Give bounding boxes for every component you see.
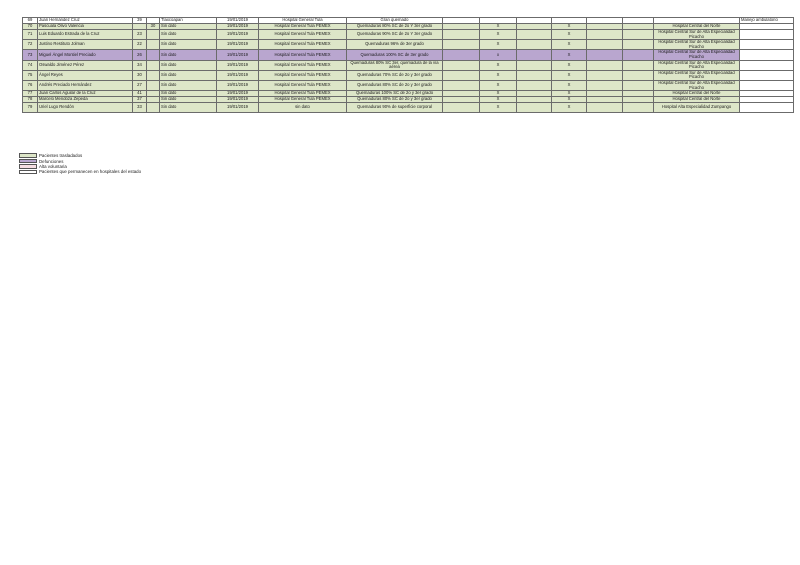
note-cell [740, 40, 794, 50]
mark-cell: X [552, 80, 587, 90]
row-number: 74 [23, 60, 38, 70]
row-number: 69 [23, 18, 38, 24]
destination-hospital: Hospital Central Sur de Alta Especialidad Picacho [654, 50, 740, 60]
patient-name: Marcelo Mendoza Zepeda [38, 97, 133, 103]
admission-date: 19/01/2019 [217, 60, 259, 70]
mark-cell: X [552, 40, 587, 50]
patient-name: Andrés Preciado Hernández [38, 80, 133, 90]
patient-age: 30 [133, 70, 147, 80]
note-cell [740, 70, 794, 80]
mark-cell: X [552, 91, 587, 97]
empty-cell [443, 103, 480, 113]
legend-label: Pacientes trasladados [39, 153, 83, 159]
legend-label: Pacientes que permanecen en hospitales del estado [39, 169, 142, 175]
row-number: 76 [23, 80, 38, 90]
admitting-hospital: Hospital General Tula [259, 18, 347, 24]
patient-age-alt [147, 40, 160, 50]
patient-age-alt [147, 80, 160, 90]
table-row [23, 40, 794, 50]
empty-cell [587, 30, 623, 40]
table-row [23, 60, 794, 70]
patient-age-alt [147, 50, 160, 60]
legend-swatch [19, 153, 37, 158]
empty-cell [623, 103, 654, 113]
empty-cell [517, 50, 552, 60]
admitting-hospital: Hospital General Tula PEMEX [259, 60, 347, 70]
destination-hospital: Hospital Central Sur de Alta Especialidad Picacho [654, 70, 740, 80]
row-number: 78 [23, 97, 38, 103]
patient-name: Oswaldo Jiménez Pérez [38, 60, 133, 70]
admitting-hospital: Hospital General Tula PEMEX [259, 70, 347, 80]
mark-cell: X [480, 60, 517, 70]
row-number: 79 [23, 103, 38, 113]
admitting-hospital: Hospital General Tula PEMEX [259, 80, 347, 90]
empty-cell [587, 40, 623, 50]
empty-cell [587, 60, 623, 70]
empty-cell [587, 70, 623, 80]
diagnosis: Quemaduras 96% de 3er grado [347, 40, 443, 50]
destination-hospital: Hospital Central del Norte [654, 97, 740, 103]
patient-age: 33 [133, 103, 147, 113]
patient-age: 23 [133, 30, 147, 40]
row-number: 71 [23, 30, 38, 40]
mark-cell: X [552, 103, 587, 113]
admission-date: 19/01/2019 [217, 91, 259, 97]
empty-cell [623, 40, 654, 50]
mark-cell: X [480, 70, 517, 80]
admitting-hospital: Hospital General Tula PEMEX [259, 97, 347, 103]
note-cell [740, 60, 794, 70]
mark-cell: X [552, 24, 587, 30]
destination-hospital: Hospital Central Sur de Alta Especialidad Picacho [654, 80, 740, 90]
patient-origin: Sin dato [160, 50, 217, 60]
mark-cell: X [480, 80, 517, 90]
patient-age-alt [147, 30, 160, 40]
mark-cell: X [552, 30, 587, 40]
admission-date: 19/01/2019 [217, 24, 259, 30]
table-row [23, 80, 794, 90]
admission-date: 19/01/2019 [217, 30, 259, 40]
patient-name: Juan Carlos Aguilar de la Cruz [38, 91, 133, 97]
table-row [23, 91, 794, 97]
legend-label: Defunciones [39, 158, 64, 164]
patient-table [22, 17, 794, 113]
patient-origin: Sin dato [160, 40, 217, 50]
empty-cell [623, 30, 654, 40]
legend-swatch [19, 159, 37, 164]
empty-cell [587, 80, 623, 90]
empty-cell [587, 50, 623, 60]
mark-cell: X [480, 103, 517, 113]
diagnosis: Quemaduras 100% SC de 2o y 3er grado [347, 91, 443, 97]
empty-cell [443, 40, 480, 50]
legend-swatch [19, 170, 37, 175]
table-row [23, 30, 794, 40]
patient-origin: Sin dato [160, 24, 217, 30]
empty-cell [443, 80, 480, 90]
mark-cell: X [552, 60, 587, 70]
empty-cell [517, 60, 552, 70]
patient-age-alt [147, 70, 160, 80]
diagnosis: Quemaduras 80% SC de 2o y 3er grado [347, 80, 443, 90]
patient-origin: Sin dato [160, 70, 217, 80]
empty-cell [623, 70, 654, 80]
empty-cell [443, 70, 480, 80]
patient-age-alt: 30 [147, 24, 160, 30]
empty-cell [587, 103, 623, 113]
diagnosis: Quemaduras 100% SC de 3er grado [347, 50, 443, 60]
patient-name: Luis Eduardo Estrada de la Cruz [38, 30, 133, 40]
destination-hospital: Hospital Alta Especialidad Zumpango [654, 103, 740, 113]
note-cell [740, 80, 794, 90]
admitting-hospital: Hospital General Tula PEMEX [259, 91, 347, 97]
patient-age: 41 [133, 91, 147, 97]
row-number: 73 [23, 50, 38, 60]
row-number: 70 [23, 24, 38, 30]
row-number: 77 [23, 91, 38, 97]
patient-age: 39 [133, 18, 147, 24]
destination-hospital: Hospital Central del Norte [654, 91, 740, 97]
legend [19, 153, 141, 175]
empty-cell [623, 60, 654, 70]
note-cell [740, 30, 794, 40]
patient-age: 22 [133, 40, 147, 50]
mark-cell: X [552, 50, 587, 60]
patient-age: 34 [133, 60, 147, 70]
mark-cell: X [552, 97, 587, 103]
table-row [23, 103, 794, 113]
mark-cell: x [480, 50, 517, 60]
destination-hospital: Hospital Central Sur de Alta Especialidad Picacho [654, 40, 740, 50]
patient-name: Justino Restituto Jolman [38, 40, 133, 50]
patient-origin: Sin dato [160, 60, 217, 70]
row-number: 72 [23, 40, 38, 50]
empty-cell [623, 50, 654, 60]
patient-name: Miguel Ángel Montiel Preciado [38, 50, 133, 60]
patient-origin: Sin dato [160, 103, 217, 113]
empty-cell [517, 80, 552, 90]
patient-name: Uriel Lugo Rendón [38, 103, 133, 113]
row-number: 75 [23, 70, 38, 80]
legend-swatch [19, 164, 37, 169]
note-cell [740, 103, 794, 113]
admitting-hospital: Hospital General Tula PEMEX [259, 24, 347, 30]
mark-cell: X [552, 70, 587, 80]
admitting-hospital: sin dato [259, 103, 347, 113]
empty-cell [443, 60, 480, 70]
empty-cell [517, 30, 552, 40]
mark-cell: X [480, 97, 517, 103]
destination-hospital: Hospital Central del Norte [654, 24, 740, 30]
patient-age: 37 [133, 97, 147, 103]
patient-age: 26 [133, 50, 147, 60]
table-row [23, 97, 794, 103]
legend-item [19, 169, 141, 174]
mark-cell: X [480, 40, 517, 50]
empty-cell [623, 80, 654, 90]
admission-date: 19/01/2019 [217, 70, 259, 80]
admission-date: 19/01/2019 [217, 18, 259, 24]
diagnosis: Quemaduras 80% SC de 2o y 3er grado [347, 97, 443, 103]
empty-cell [517, 103, 552, 113]
diagnosis: Quemaduras 70% SC de 2o y 3er grado [347, 70, 443, 80]
patient-origin: Sin dato [160, 97, 217, 103]
destination-hospital: Hospital Central Sur de Alta Especialidad Picacho [654, 60, 740, 70]
diagnosis: Quemaduras 90% SC de 2o Y 3er grado [347, 30, 443, 40]
admission-date: 19/01/2019 [217, 80, 259, 90]
admission-date: 19/01/2019 [217, 103, 259, 113]
patient-origin: Sin dato [160, 30, 217, 40]
note-cell [740, 50, 794, 60]
diagnosis: Quemaduras 90% de superficie corporal [347, 103, 443, 113]
destination-hospital: Hospital Central Sur de Alta Especialidad Picacho [654, 30, 740, 40]
admitting-hospital: Hospital General Tula PEMEX [259, 40, 347, 50]
admission-date: 19/01/2019 [217, 50, 259, 60]
note-cell: Manejo ambulatorio [740, 18, 794, 24]
diagnosis: Quemaduras 80% SC de 2o Y 3er grado [347, 24, 443, 30]
admitting-hospital: Hospital General Tula PEMEX [259, 30, 347, 40]
patient-age-alt [147, 60, 160, 70]
table-row [23, 70, 794, 80]
empty-cell [443, 50, 480, 60]
mark-cell: X [480, 30, 517, 40]
diagnosis: Gran quemado [347, 18, 443, 24]
patient-age: 27 [133, 80, 147, 90]
empty-cell [443, 30, 480, 40]
admitting-hospital: Hospital General Tula PEMEX [259, 50, 347, 60]
admission-date: 19/01/2019 [217, 97, 259, 103]
empty-cell [517, 70, 552, 80]
patient-name: Pascuala Olivo Valencia [38, 24, 133, 30]
mark-cell: X [480, 91, 517, 97]
mark-cell: X [480, 24, 517, 30]
legend-label: Alta voluntaria [39, 163, 67, 169]
patient-origin: Sin dato [160, 91, 217, 97]
patient-origin: Tlaxcoapan [160, 18, 217, 24]
patient-name: Juan Hernández Cruz [38, 18, 133, 24]
table-row [23, 50, 794, 60]
patient-origin: Sin dato [160, 80, 217, 90]
admission-date: 19/01/2019 [217, 40, 259, 50]
patient-name: Ángel Reyes [38, 70, 133, 80]
patient-age-alt [147, 103, 160, 113]
diagnosis: Quemaduras 80% SC 3er, quemadura de la vía aérea [347, 60, 443, 70]
empty-cell [517, 40, 552, 50]
